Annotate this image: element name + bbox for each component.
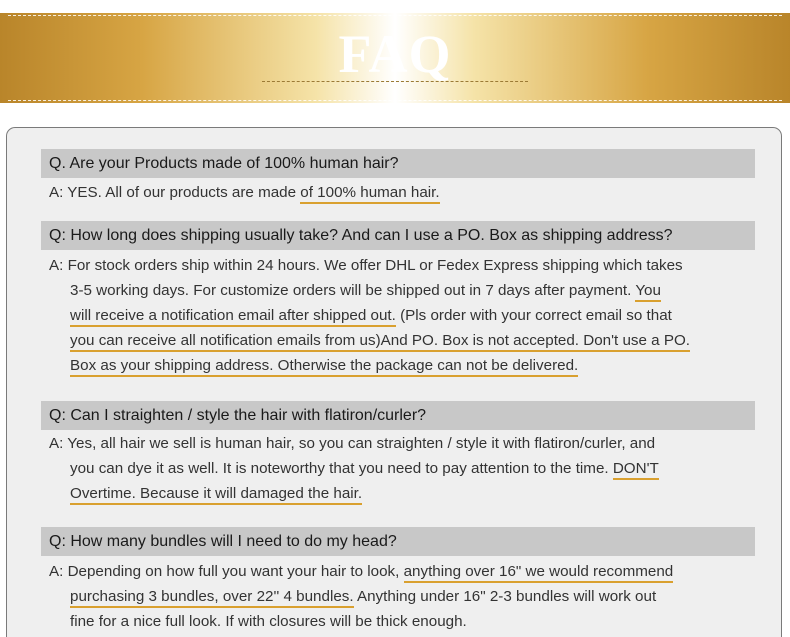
faq-question-2: Q: How long does shipping usually take? And can I use a PO. Box as shipping address? <box>41 221 755 250</box>
answer-line <box>49 303 761 328</box>
answer-line <box>49 278 761 303</box>
answer-text: A: For stock orders ship within 24 hours. We offer DHL or Fedex Express shipping which takes <box>49 257 683 274</box>
answer-line <box>49 559 761 584</box>
answer-line <box>49 481 761 506</box>
faq-question-4: Q: How many bundles will I need to do my head? <box>41 527 755 556</box>
highlighted-text: purchasing 3 bundles, over 22'' 4 bundles. <box>70 588 354 608</box>
answer-text: (Pls order with your correct email so that <box>395 307 672 324</box>
answer-line <box>49 328 761 353</box>
highlighted-text: DON'T <box>613 460 659 480</box>
faq-question-3: Q: Can I straighten / style the hair with flatiron/curler? <box>41 401 755 430</box>
highlighted-text: will receive a notification email after shipped out. <box>70 307 396 327</box>
answer-line <box>49 353 761 378</box>
answer-text: A: Yes, all hair we sell is human hair, so you can straighten / style it with flatiron/curler, and <box>49 435 656 452</box>
faq-answer-2 <box>49 253 761 378</box>
answer-text: Anything under 16" 2-3 bundles will work out <box>353 588 657 605</box>
faq-answer-1 <box>49 180 761 205</box>
answer-line <box>49 431 761 456</box>
answer-line <box>49 253 761 278</box>
page-title: FAQ <box>338 24 452 84</box>
answer-line <box>49 584 761 609</box>
answer-line <box>49 609 761 634</box>
answer-text: 3-5 working days. For customize orders will be shipped out in 7 days after payment. <box>70 282 636 299</box>
highlighted-text: Overtime. Because it will damaged the hair. <box>70 485 362 505</box>
answer-line <box>49 456 761 481</box>
highlighted-text: you can receive all notification emails from us)And PO. Box is not accepted. Don't use a PO. <box>70 332 690 352</box>
banner-top-dashed-border <box>8 15 782 16</box>
highlighted-text: anything over 16" we would recommend <box>404 563 674 583</box>
answer-text: A: YES. All of our products are made <box>49 184 301 201</box>
faq-question-1: Q. Are your Products made of 100% human hair? <box>41 149 755 178</box>
faq-panel <box>6 127 782 637</box>
highlighted-text: You <box>635 282 661 302</box>
answer-text: you can dye it as well. It is noteworthy that you need to pay attention to the time. <box>70 460 613 477</box>
highlighted-text: of 100% human hair. <box>300 184 439 204</box>
highlighted-text: Box as your shipping address. Otherwise the package can not be delivered. <box>70 357 578 377</box>
answer-text: A: Depending on how full you want your hair to look, <box>49 563 404 580</box>
answer-text: fine for a nice full look. If with closures will be thick enough. <box>70 613 467 630</box>
banner-bottom-dashed-border <box>8 100 782 101</box>
title-underline-rule <box>262 81 528 82</box>
faq-answer-4 <box>49 559 761 634</box>
faq-banner <box>0 13 790 103</box>
faq-answer-3 <box>49 431 761 506</box>
answer-line <box>49 180 761 205</box>
